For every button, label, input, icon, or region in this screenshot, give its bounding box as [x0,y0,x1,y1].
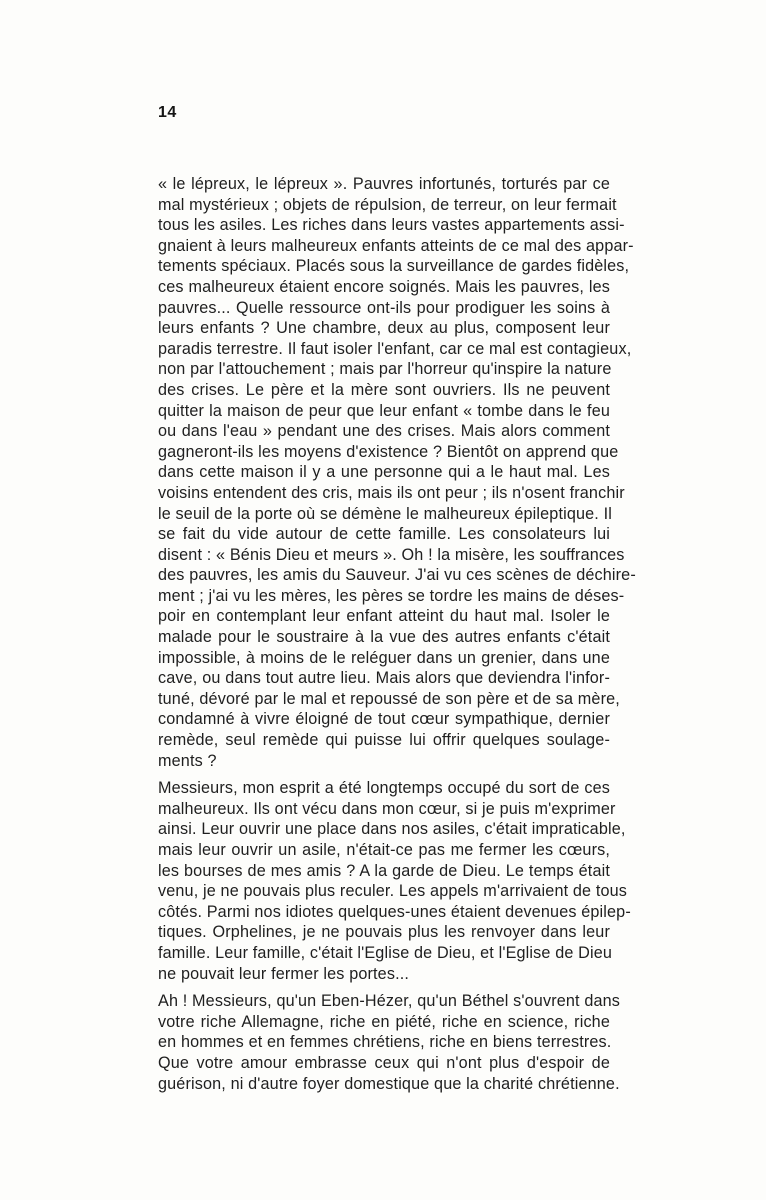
paragraph-3 [158,991,621,1094]
text-line: leurs enfants ? Une chambre, deux au plus, composent leur [158,319,610,338]
text-line: tous les asiles. Les riches dans leurs vastes appartements assi- [158,216,625,235]
text-line: côtés. Parmi nos idiotes quelques-unes étaient devenues épilep- [158,902,631,921]
text-line: des crises. Le père et la mère sont ouvriers. Ils ne peuvent [158,380,610,399]
text-line: des pauvres, les amis du Sauveur. J'ai vu ces scènes de déchire- [158,566,636,585]
text-line: ne pouvait leur fermer les portes... [158,964,410,983]
paragraph-2 [158,778,631,984]
paragraph-1 [158,174,636,771]
text-line: voisins entendent des cris, mais ils ont peur ; ils n'osent franchir [158,483,625,502]
text-line: Que votre amour embrasse ceux qui n'ont plus d'espoir de [158,1053,610,1072]
page-number: 14 [158,104,177,121]
text-line: tuné, dévoré par le mal et repoussé de son père et de sa mère, [158,689,620,708]
body-text [158,174,636,1094]
text-line: famille. Leur famille, c'était l'Eglise de Dieu, et l'Eglise de Dieu [158,943,613,962]
text-line: poir en contemplant leur enfant atteint du haut mal. Isoler le [158,607,610,626]
text-line: ces malheureux étaient encore soignés. Mais les pauvres, les [158,277,610,296]
text-line: ment ; j'ai vu les mères, les pères se tordre les mains de déses- [158,586,625,605]
text-line: venu, je ne pouvais plus reculer. Les appels m'arrivaient de tous [158,882,628,901]
text-line: disent : « Bénis Dieu et meurs ». Oh ! la misère, les souffrances [158,545,625,564]
text-line: ou dans l'eau » pendant une des crises. Mais alors comment [158,422,610,441]
text-line: mal mystérieux ; objets de répulsion, de terreur, on leur fermait [158,195,617,214]
text-line: malheureux. Ils ont vécu dans mon cœur, si je puis m'exprimer [158,799,616,818]
text-line: ainsi. Leur ouvrir une place dans nos asiles, c'était impraticable, [158,820,626,839]
text-line: mais leur ouvrir un asile, n'était-ce pas me fermer les cœurs, [158,841,610,859]
text-line: les bourses de mes amis ? A la garde de Dieu. Le temps était [158,861,610,880]
text-line: cave, ou dans tout autre lieu. Mais alors que deviendra l'infor- [158,669,610,688]
text-line: impossible, à moins de le reléguer dans un grenier, dans une [158,648,610,667]
text-line: malade pour le soustraire à la vue des autres enfants c'était [158,628,610,647]
text-line: paradis terrestre. Il faut isoler l'enfant, car ce mal est contagieux, [158,339,632,358]
text-line: tiques. Orphelines, je ne pouvais plus les renvoyer dans leur [158,923,610,942]
text-line: en hommes et en femmes chrétiens, riche en biens terrestres. [158,1033,612,1052]
text-line: votre riche Allemagne, riche en piété, riche en science, riche [158,1012,610,1031]
text-line: gagneront-ils les moyens d'existence ? Bientôt on apprend que [158,442,619,461]
text-line: guérison, ni d'autre foyer domestique que la charité chrétienne. [158,1074,620,1093]
text-line: remède, seul remède qui puisse lui offrir quelques soulage- [158,731,610,750]
text-line: non par l'attouchement ; mais par l'horreur qu'inspire la nature [158,360,612,379]
text-line: Ah ! Messieurs, qu'un Eben-Hézer, qu'un Béthel s'ouvrent dans [158,992,621,1011]
text-line: condamné à vivre éloigné de tout cœur sympathique, dernier [158,710,610,729]
text-line: ments ? [158,751,217,770]
text-line: tements spéciaux. Placés sous la surveillance de gardes fidèles, [158,257,630,276]
text-line: gnaient à leurs malheureux enfants atteints de ce mal des appar- [158,236,634,255]
text-line: Messieurs, mon esprit a été longtemps occupé du sort de ces [158,779,610,798]
text-line: quitter la maison de peur que leur enfant « tombe dans le feu [158,401,610,420]
text-line: le seuil de la porte où se démène le malheureux épileptique. Il [158,504,612,523]
text-line: « le lépreux, le lépreux ». Pauvres infortunés, torturés par ce [158,175,610,193]
text-line: se fait du vide autour de cette famille. Les consolateurs lui [158,525,610,544]
text-line: pauvres... Quelle ressource ont-ils pour prodiguer les soins à [158,298,610,317]
text-line: dans cette maison il y a une personne qui a le haut mal. Les [158,463,610,482]
